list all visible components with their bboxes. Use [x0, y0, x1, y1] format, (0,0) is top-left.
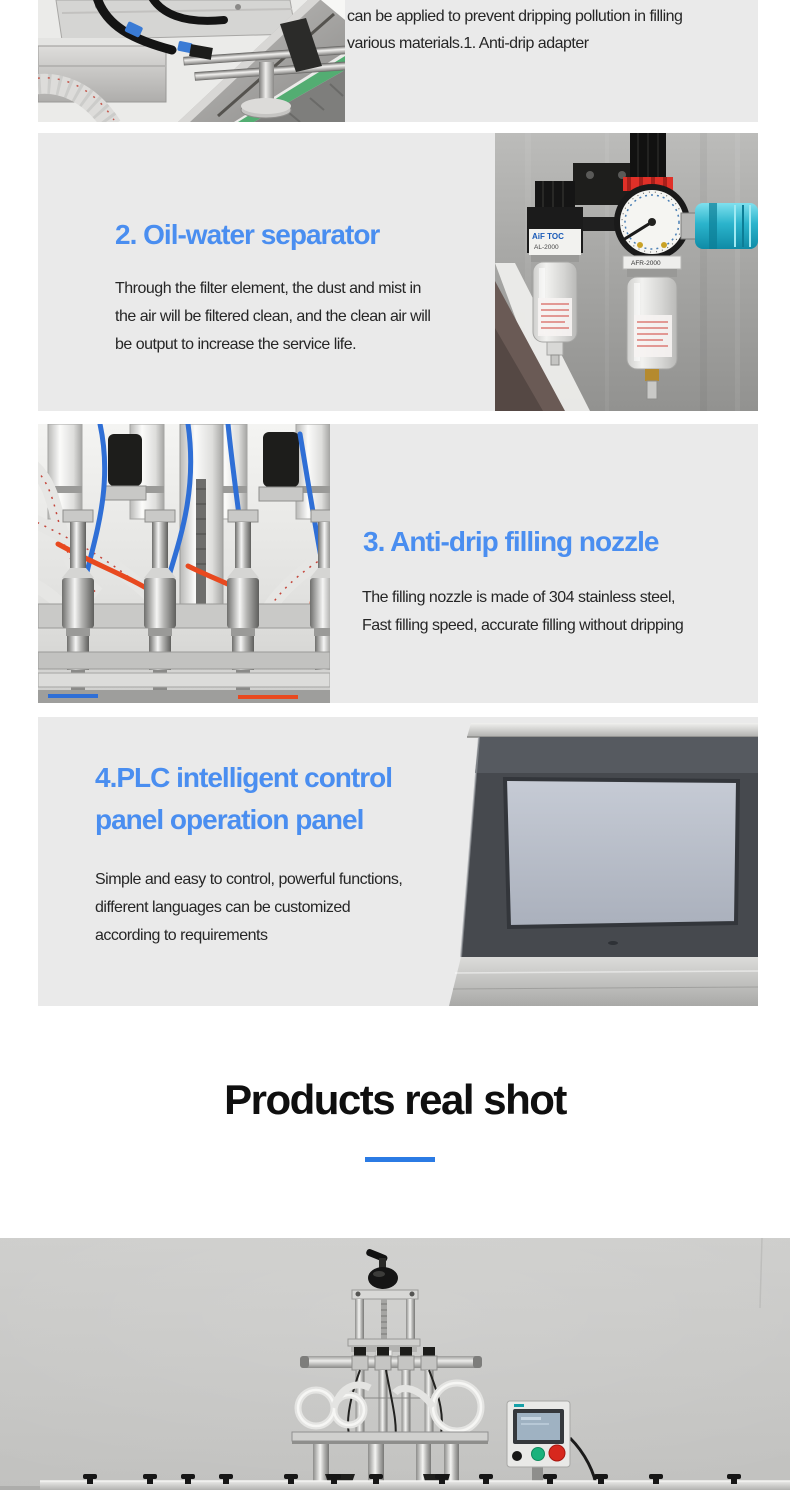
plc-panel-photo — [433, 717, 758, 1006]
left-filter-unit — [527, 181, 583, 365]
plc-panel-description: Simple and easy to control, powerful functions, different languages can be customized according to requirements — [95, 871, 403, 944]
anti-drip-adapter-photo — [38, 0, 345, 122]
holder-plate — [292, 1432, 488, 1441]
section-plc-control-panel — [38, 717, 758, 1006]
mid-bracket — [348, 1339, 420, 1346]
gantry-post — [406, 1299, 415, 1339]
section-oil-water-separator — [38, 133, 758, 411]
model-label: AL-2000 — [534, 244, 559, 251]
products-real-shot-title: Products real shot — [224, 1076, 566, 1123]
section-anti-drip-adapter — [38, 0, 758, 122]
anti-drip-nozzle-description: The filling nozzle is made of 304 stainless steel, Fast filling speed, accurate filling without dripping — [362, 589, 684, 634]
brass-drain — [645, 369, 659, 381]
hmi-screen — [505, 779, 738, 927]
section-title-plc-panel: 4.PLC intelligent control panel operation panel — [95, 762, 393, 835]
frame-bars — [38, 652, 330, 703]
lead-screw — [381, 1299, 387, 1339]
hmi-logo — [514, 1404, 524, 1407]
filling-nozzle-photo — [38, 424, 330, 703]
model-label: AFR-2000 — [631, 260, 661, 267]
title-underline — [365, 1157, 435, 1162]
warning-label — [634, 315, 672, 357]
stop-button — [549, 1445, 565, 1461]
section-title-anti-drip-nozzle: 3. Anti-drip filling nozzle — [363, 526, 659, 557]
bottom-steel-strip — [449, 957, 758, 1006]
oil-water-separator-description: Through the filter element, the dust and mist in the air will be filtered clean, and the clean air will be output to increase the service life. — [115, 280, 431, 353]
hmi-panel — [449, 723, 758, 1006]
oil-water-separator-photo — [495, 133, 758, 411]
start-button — [532, 1448, 545, 1461]
top-bracket — [352, 1290, 418, 1299]
warning-label — [538, 298, 572, 336]
machine-real-shot-photo — [0, 1238, 790, 1490]
section-anti-drip-filling-nozzle — [38, 424, 758, 703]
pressure-gauge — [614, 184, 690, 260]
top-steel-strip — [467, 723, 758, 737]
adapter-description: can be applied to prevent dripping pollution in filling various materials.1. Anti-drip adapter — [347, 8, 683, 52]
gantry-post — [355, 1299, 364, 1339]
brand-label: AiF TOC — [532, 232, 564, 241]
power-knob — [512, 1451, 522, 1461]
section-title-oil-water-separator: 2. Oil-water separator — [115, 219, 380, 250]
